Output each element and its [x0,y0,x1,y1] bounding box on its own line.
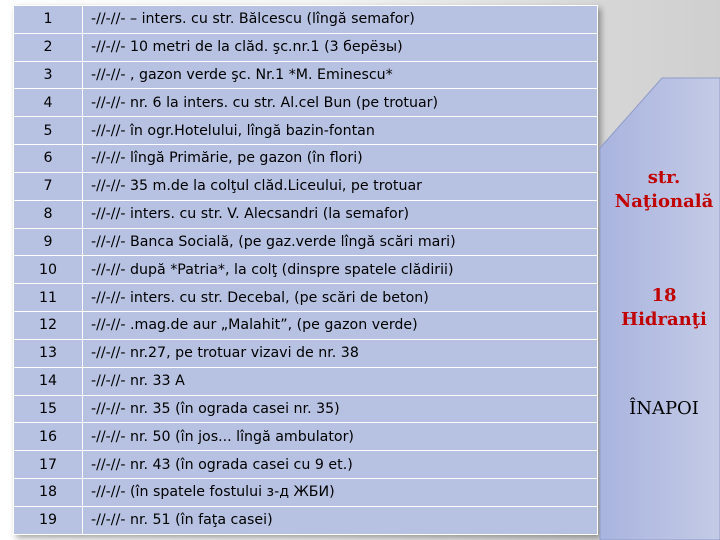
table-row [14,312,598,340]
row-number: 4 [14,89,83,117]
row-location: -//-//- – inters. cu str. Bălcescu (lîngă semafor) [83,6,598,34]
hydrant-count-link[interactable] [608,284,720,333]
row-number: 16 [14,423,83,451]
row-location: -//-//- Banca Socială, (pe gaz.verde lîngă scări mari) [83,228,598,256]
row-location: -//-//- 10 metri de la clăd. şc.nr.1 (3 берёзы) [83,33,598,61]
side-panel [592,8,720,540]
table-row [14,172,598,200]
row-location: -//-//- în ogr.Hotelului, lîngă bazin-fontan [83,117,598,145]
table-row [14,339,598,367]
row-number: 3 [14,61,83,89]
hydrant-table [13,5,598,535]
table-row [14,256,598,284]
row-location: -//-//- inters. cu str. V. Alecsandri (la semafor) [83,200,598,228]
table-row [14,506,598,534]
row-location: -//-//- (în spatele fostului з-д ЖБИ) [83,479,598,507]
table-row [14,200,598,228]
row-number: 19 [14,506,83,534]
hydrant-table-body [14,6,598,535]
row-number: 14 [14,367,83,395]
row-number: 2 [14,33,83,61]
hydrant-count-label: Hidranţi [621,309,707,331]
row-location: -//-//- inters. cu str. Decebal, (pe scări de beton) [83,284,598,312]
row-location: -//-//- 35 m.de la colţul clăd.Liceului, pe trotuar [83,172,598,200]
street-label-line2: Naţională [614,191,714,213]
row-number: 9 [14,228,83,256]
row-location: -//-//- nr. 51 (în faţa casei) [83,506,598,534]
row-location: -//-//- nr.27, pe trotuar vizavi de nr. 38 [83,339,598,367]
row-location: -//-//- nr. 33 A [83,367,598,395]
table-row [14,423,598,451]
row-number: 10 [14,256,83,284]
pentagon-arrow-shape [592,8,720,540]
row-number: 15 [14,395,83,423]
hydrant-count-number: 18 [651,285,677,306]
table-row [14,451,598,479]
table-row [14,33,598,61]
row-number: 5 [14,117,83,145]
row-location: -//-//- , gazon verde şc. Nr.1 *M. Eminescu* [83,61,598,89]
table-row [14,61,598,89]
row-number: 8 [14,200,83,228]
hydrant-table-frame [13,5,598,535]
table-row [14,479,598,507]
row-location: -//-//- nr. 50 (în jos... lîngă ambulator) [83,423,598,451]
row-number: 6 [14,145,83,173]
row-location: -//-//- nr. 43 (în ograda casei cu 9 et.) [83,451,598,479]
table-row [14,228,598,256]
table-row [14,284,598,312]
row-number: 13 [14,339,83,367]
row-number: 7 [14,172,83,200]
row-number: 17 [14,451,83,479]
table-row [14,117,598,145]
street-link[interactable] [608,166,720,215]
row-number: 18 [14,479,83,507]
table-row [14,89,598,117]
street-label-line1: str. [647,167,681,188]
row-number: 12 [14,312,83,340]
table-row [14,395,598,423]
row-location: -//-//- lîngă Primărie, pe gazon (în flori) [83,145,598,173]
back-button[interactable]: ÎNAPOI [629,398,699,419]
row-location: -//-//- după *Patria*, la colţ (dinspre spatele clădirii) [83,256,598,284]
table-row [14,367,598,395]
table-row [14,145,598,173]
table-row [14,6,598,34]
row-number: 11 [14,284,83,312]
row-location: -//-//- .mag.de aur „Malahit”, (pe gazon verde) [83,312,598,340]
row-location: -//-//- nr. 35 (în ograda casei nr. 35) [83,395,598,423]
row-number: 1 [14,6,83,34]
row-location: -//-//- nr. 6 la inters. cu str. Al.cel Bun (pe trotuar) [83,89,598,117]
